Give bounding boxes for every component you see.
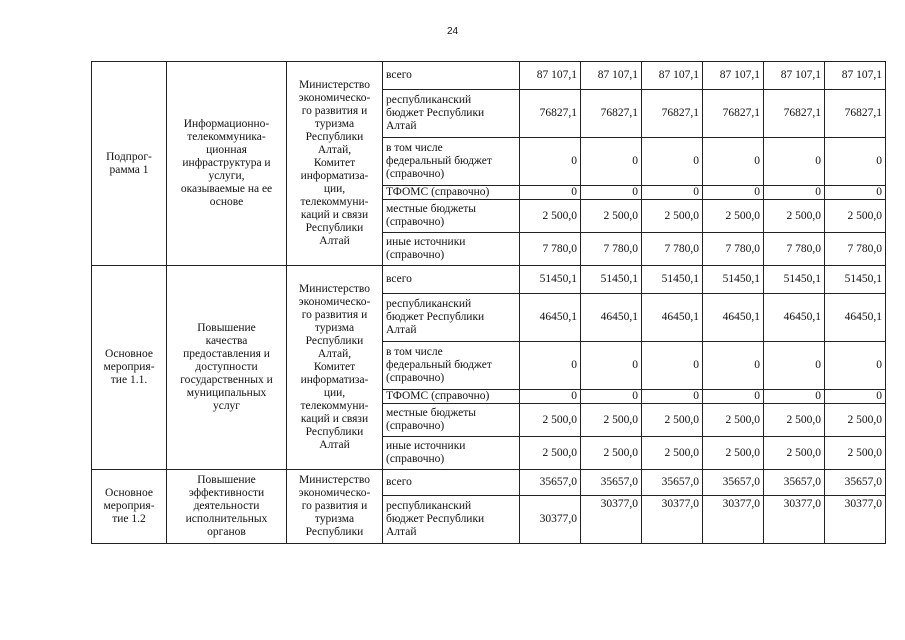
amount-cell: 7 780,0 — [825, 233, 886, 266]
amount-cell: 35657,0 — [642, 470, 703, 496]
funding-source: всего — [383, 470, 520, 496]
amount-cell: 87 107,1 — [581, 62, 642, 90]
amount-cell: 2 500,0 — [642, 437, 703, 470]
amount-cell: 2 500,0 — [703, 200, 764, 233]
table-row — [92, 470, 886, 496]
amount-cell: 2 500,0 — [581, 200, 642, 233]
amount-cell: 87 107,1 — [764, 62, 825, 90]
amount-cell: 0 — [520, 342, 581, 390]
amount-cell: 0 — [642, 186, 703, 200]
amount-cell: 30377,0 — [520, 496, 581, 544]
section-name: Основное мероприя- тие 1.2 — [92, 470, 167, 544]
funding-table — [91, 61, 886, 544]
amount-cell: 2 500,0 — [520, 437, 581, 470]
amount-cell: 0 — [642, 390, 703, 404]
amount-cell: 0 — [642, 342, 703, 390]
amount-cell: 2 500,0 — [703, 437, 764, 470]
amount-cell: 2 500,0 — [520, 404, 581, 437]
funding-source: всего — [383, 266, 520, 294]
amount-cell: 0 — [703, 342, 764, 390]
amount-cell: 7 780,0 — [764, 233, 825, 266]
amount-cell: 46450,1 — [764, 294, 825, 342]
amount-cell: 46450,1 — [642, 294, 703, 342]
amount-cell: 7 780,0 — [703, 233, 764, 266]
amount-cell: 7 780,0 — [520, 233, 581, 266]
amount-cell: 87 107,1 — [703, 62, 764, 90]
amount-cell: 87 107,1 — [642, 62, 703, 90]
funding-source: ТФОМС (справочно) — [383, 390, 520, 404]
amount-cell: 46450,1 — [520, 294, 581, 342]
funding-source: в том числе федеральный бюджет (справочно) — [383, 138, 520, 186]
section-description: Повышение эффективности деятельности исполнительных органов — [167, 470, 287, 544]
amount-cell: 0 — [703, 390, 764, 404]
amount-cell: 2 500,0 — [764, 200, 825, 233]
amount-cell: 87 107,1 — [825, 62, 886, 90]
table-row — [92, 266, 886, 294]
amount-cell: 0 — [825, 186, 886, 200]
amount-cell: 7 780,0 — [642, 233, 703, 266]
section-executor: Министерство экономическо- го развития и туризма Республики Алтай, Комитет информатиза- ции, телекоммуни- каций и связи Республики Алтай — [287, 62, 383, 266]
amount-cell: 0 — [825, 138, 886, 186]
amount-cell: 0 — [581, 342, 642, 390]
amount-cell: 76827,1 — [703, 90, 764, 138]
funding-source: республиканский бюджет Республики Алтай — [383, 496, 520, 544]
funding-source: республиканский бюджет Республики Алтай — [383, 90, 520, 138]
section-name: Основное мероприя- тие 1.1. — [92, 266, 167, 470]
amount-cell: 2 500,0 — [764, 404, 825, 437]
amount-cell: 0 — [764, 342, 825, 390]
amount-cell: 30377,0 — [703, 496, 764, 544]
amount-cell: 0 — [642, 138, 703, 186]
amount-cell: 0 — [520, 138, 581, 186]
amount-cell: 35657,0 — [581, 470, 642, 496]
amount-cell: 2 500,0 — [825, 404, 886, 437]
amount-cell: 87 107,1 — [520, 62, 581, 90]
funding-source: всего — [383, 62, 520, 90]
amount-cell: 51450,1 — [642, 266, 703, 294]
funding-source: иные источники (справочно) — [383, 437, 520, 470]
amount-cell: 0 — [764, 138, 825, 186]
amount-cell: 46450,1 — [581, 294, 642, 342]
amount-cell: 2 500,0 — [764, 437, 825, 470]
amount-cell: 30377,0 — [764, 496, 825, 544]
amount-cell: 30377,0 — [642, 496, 703, 544]
section-executor: Министерство экономическо- го развития и туризма Республики Алтай, Комитет информатиза- ции, телекоммуни- каций и связи Республики Алтай — [287, 266, 383, 470]
amount-cell: 2 500,0 — [703, 404, 764, 437]
amount-cell: 0 — [703, 138, 764, 186]
amount-cell: 0 — [520, 390, 581, 404]
amount-cell: 2 500,0 — [825, 437, 886, 470]
amount-cell: 51450,1 — [764, 266, 825, 294]
amount-cell: 2 500,0 — [520, 200, 581, 233]
funding-source: ТФОМС (справочно) — [383, 186, 520, 200]
page-number: 24 — [446, 26, 459, 37]
table-body — [92, 62, 886, 544]
amount-cell: 76827,1 — [764, 90, 825, 138]
section-description: Повышение качества предоставления и доступности государственных и муниципальных услуг — [167, 266, 287, 470]
amount-cell: 2 500,0 — [825, 200, 886, 233]
table-row — [92, 62, 886, 90]
funding-source: местные бюджеты (справочно) — [383, 404, 520, 437]
amount-cell: 51450,1 — [581, 266, 642, 294]
section-name: Подпрог- рамма 1 — [92, 62, 167, 266]
amount-cell: 51450,1 — [520, 266, 581, 294]
amount-cell: 0 — [825, 390, 886, 404]
amount-cell: 35657,0 — [520, 470, 581, 496]
amount-cell: 30377,0 — [581, 496, 642, 544]
amount-cell: 51450,1 — [825, 266, 886, 294]
funding-source: в том числе федеральный бюджет (справочно) — [383, 342, 520, 390]
funding-source: местные бюджеты (справочно) — [383, 200, 520, 233]
amount-cell: 0 — [520, 186, 581, 200]
amount-cell: 76827,1 — [642, 90, 703, 138]
amount-cell: 0 — [581, 138, 642, 186]
amount-cell: 76827,1 — [520, 90, 581, 138]
amount-cell: 2 500,0 — [581, 404, 642, 437]
amount-cell: 0 — [764, 186, 825, 200]
amount-cell: 76827,1 — [581, 90, 642, 138]
amount-cell: 0 — [581, 390, 642, 404]
amount-cell: 35657,0 — [764, 470, 825, 496]
amount-cell: 0 — [703, 186, 764, 200]
amount-cell: 51450,1 — [703, 266, 764, 294]
amount-cell: 7 780,0 — [581, 233, 642, 266]
amount-cell: 0 — [825, 342, 886, 390]
amount-cell: 2 500,0 — [581, 437, 642, 470]
amount-cell: 2 500,0 — [642, 200, 703, 233]
amount-cell: 0 — [581, 186, 642, 200]
funding-source: иные источники (справочно) — [383, 233, 520, 266]
amount-cell: 46450,1 — [825, 294, 886, 342]
amount-cell: 30377,0 — [825, 496, 886, 544]
amount-cell: 46450,1 — [703, 294, 764, 342]
section-executor: Министерство экономическо- го развития и туризма Республики — [287, 470, 383, 544]
amount-cell: 0 — [764, 390, 825, 404]
amount-cell: 76827,1 — [825, 90, 886, 138]
amount-cell: 35657,0 — [703, 470, 764, 496]
funding-source: республиканский бюджет Республики Алтай — [383, 294, 520, 342]
amount-cell: 2 500,0 — [642, 404, 703, 437]
amount-cell: 35657,0 — [825, 470, 886, 496]
section-description: Информационно- телекоммуника- ционная инфраструктура и услуги, оказываемые на ее основе — [167, 62, 287, 266]
